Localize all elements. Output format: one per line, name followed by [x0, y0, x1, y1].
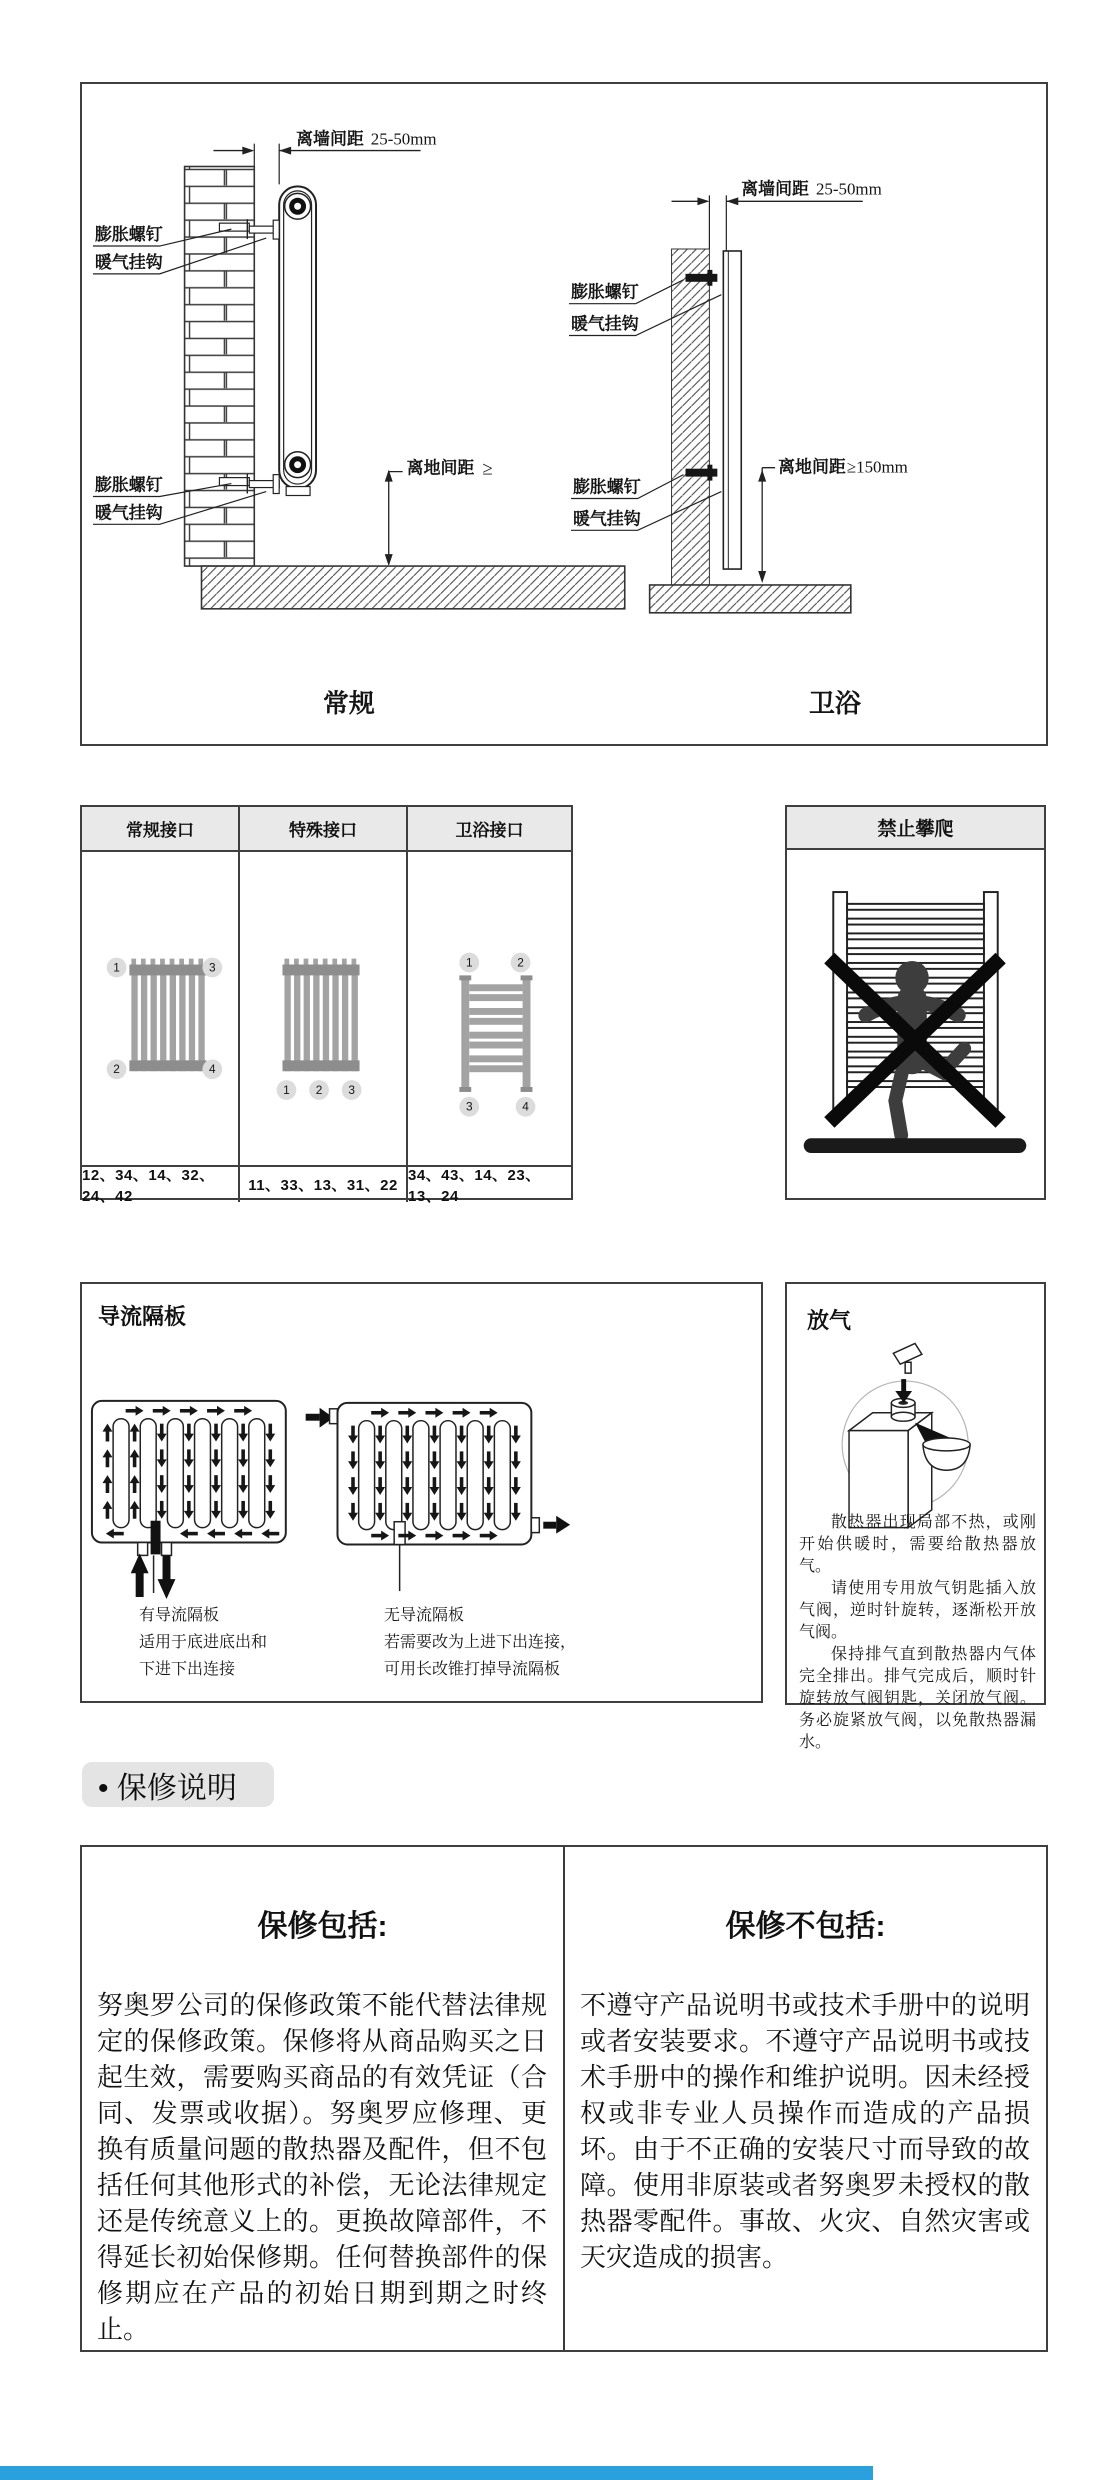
- svg-text:4: 4: [209, 1062, 216, 1077]
- hook-label-top-right: 暖气挂钩: [570, 314, 639, 334]
- codes-regular: 12、34、14、32、24、42: [82, 1167, 240, 1202]
- warranty-include-body: 努奥罗公司的保修政策不能代替法律规定的保修政策。保修将从商品购买之日起生效，需要购买商品的有效凭证（合同、发票或收据）。努奥罗应修理、更换有质量问题的散热器及配件，但不包括任何其他形式的补偿，无论法律规定还是传统意义上的。更换故障部件，不得延长初始保修期。任何替换部件的保修期应在产品的初始日期到期之时终止。: [97, 1990, 547, 2344]
- baffle-title: 导流隔板: [98, 1304, 187, 1329]
- no-climb-icon: [787, 850, 1044, 1198]
- caption-bath: 卫浴: [808, 690, 861, 719]
- towel-radiator-icon: [408, 852, 569, 1163]
- bleed-box: [785, 1282, 1046, 1751]
- regular-install-diagram: [93, 129, 625, 719]
- ports-table: [80, 805, 573, 1205]
- ports-header-bath: 卫浴接口: [455, 821, 524, 840]
- ports-header-regular: 常规接口: [82, 807, 240, 850]
- codes-special: 11、33、13、31、22: [240, 1167, 408, 1202]
- floor-gap-label-right: 离地间距: [778, 457, 846, 477]
- wall-gap-label-bath: 离墙间距: [741, 179, 809, 199]
- floor-slab-left: [202, 566, 625, 609]
- bleed-instructions: 散热器出现局部不热，或刚开始供暖时，需要给散热器放气。 请使用专用放气钥匙插入放气阀，逆时针旋转，逐渐松开放气阀。 保持排气直到散热器内气体完全排出。排气完成后，顺时针旋转放气阀钥匙，关闭放气阀。务必旋紧放气阀，以免散热器漏水。: [799, 1514, 1036, 1751]
- svg-text:3: 3: [209, 960, 216, 975]
- svg-text:1: 1: [283, 1082, 290, 1097]
- svg-text:3: 3: [348, 1082, 355, 1097]
- svg-text:3: 3: [465, 1099, 473, 1114]
- svg-text:2: 2: [517, 955, 524, 970]
- wall-gap-label: 离墙间距: [296, 129, 364, 149]
- install-diagram-svg: [82, 84, 1046, 744]
- with-baffle-desc: 有导流隔板 适用于底进底出和 下进下出连接: [139, 1607, 268, 1678]
- warranty-exclude-body: 不遵守产品说明书或技术手册中的说明或者安装要求。不遵守产品说明书或技术手册中的操作和维护说明。因未经授权或非专业人员操作而造成的产品损坏。由于不正确的安装尺寸而导致的故障。使用非原装或者努奥罗未授权的散热器零配件。事故、火灾、自然灾害或天灾造成的损害。: [580, 1990, 1030, 2272]
- no-climb-header: 禁止攀爬: [787, 807, 1044, 850]
- ports-body-row: [82, 852, 571, 1165]
- hook-label-bottom-right: 暖气挂钩: [572, 509, 641, 529]
- wall-gap-value-bath: 25-50mm: [815, 179, 882, 199]
- baffle-box: [80, 1282, 763, 1703]
- ports-header-row: [82, 807, 571, 852]
- floor-bar: [804, 1138, 1027, 1153]
- svg-text:1: 1: [113, 960, 120, 975]
- screw-label-bottom-left: 膨胀螺钉: [94, 475, 163, 495]
- codes-bath: 34、43、14、23、13、24: [408, 1166, 541, 1205]
- warranty-include-column: [82, 1847, 565, 2350]
- ports-header-special: 特殊接口: [240, 807, 408, 850]
- floor-gap-label-left: 离地间距: [406, 458, 475, 478]
- wall-gap-value: 25-50mm: [370, 129, 437, 149]
- svg-text:2: 2: [315, 1082, 323, 1097]
- ports-icon-bath-cell: [408, 852, 571, 1165]
- no-climb-box: [785, 805, 1046, 1200]
- install-section: [80, 82, 1048, 746]
- bathroom-install-diagram: [569, 178, 908, 718]
- screw-label-top-left: 膨胀螺钉: [94, 225, 163, 245]
- ports-icon-special-cell: [240, 852, 408, 1165]
- svg-text:1: 1: [465, 955, 473, 970]
- warranty-section-title: • 保修说明: [82, 1762, 274, 1807]
- floor-gap-ge: ≥: [482, 458, 493, 480]
- regular-radiator-icon: [82, 852, 238, 1163]
- warranty-exclude-header: 保修不包括:: [725, 1910, 886, 1943]
- warranty-exclude-column: [565, 1847, 1046, 2350]
- bath-radiator-panel: [723, 251, 741, 569]
- bottom-bar: [0, 2466, 873, 2480]
- hook-label-bottom-left: 暖气挂钩: [94, 503, 163, 523]
- bleed-key-icon: [893, 1343, 922, 1373]
- hook-label-top-left: 暖气挂钩: [94, 252, 163, 272]
- warranty-box: [80, 1845, 1048, 2352]
- svg-text:4: 4: [522, 1099, 529, 1114]
- screw-label-top-right: 膨胀螺钉: [570, 282, 639, 302]
- no-baffle-desc: 无导流隔板 若需要改为上进下出连接， 可用长改锥打掉导流隔板: [384, 1607, 577, 1678]
- baffle-plug: [151, 1521, 161, 1555]
- floor-slab-right: [650, 585, 851, 613]
- flow-diagram-no-baffle: [337, 1403, 539, 1545]
- bleed-title: 放气: [807, 1308, 852, 1333]
- big-up-arrow: [131, 1553, 149, 1597]
- bath-wall: [672, 249, 710, 585]
- screw-label-bottom-right: 膨胀螺钉: [572, 477, 641, 497]
- warranty-include-header: 保修包括:: [257, 1910, 388, 1943]
- floor-gap-value: ≥150mm: [846, 457, 908, 477]
- big-down-arrow: [158, 1555, 176, 1599]
- ports-icon-regular-cell: [82, 852, 240, 1165]
- special-radiator-icon: [240, 852, 404, 1163]
- ports-codes-row: [82, 1165, 571, 1205]
- caption-regular: 常规: [323, 690, 375, 719]
- radiator-column: [279, 186, 316, 495]
- svg-text:2: 2: [113, 1062, 120, 1077]
